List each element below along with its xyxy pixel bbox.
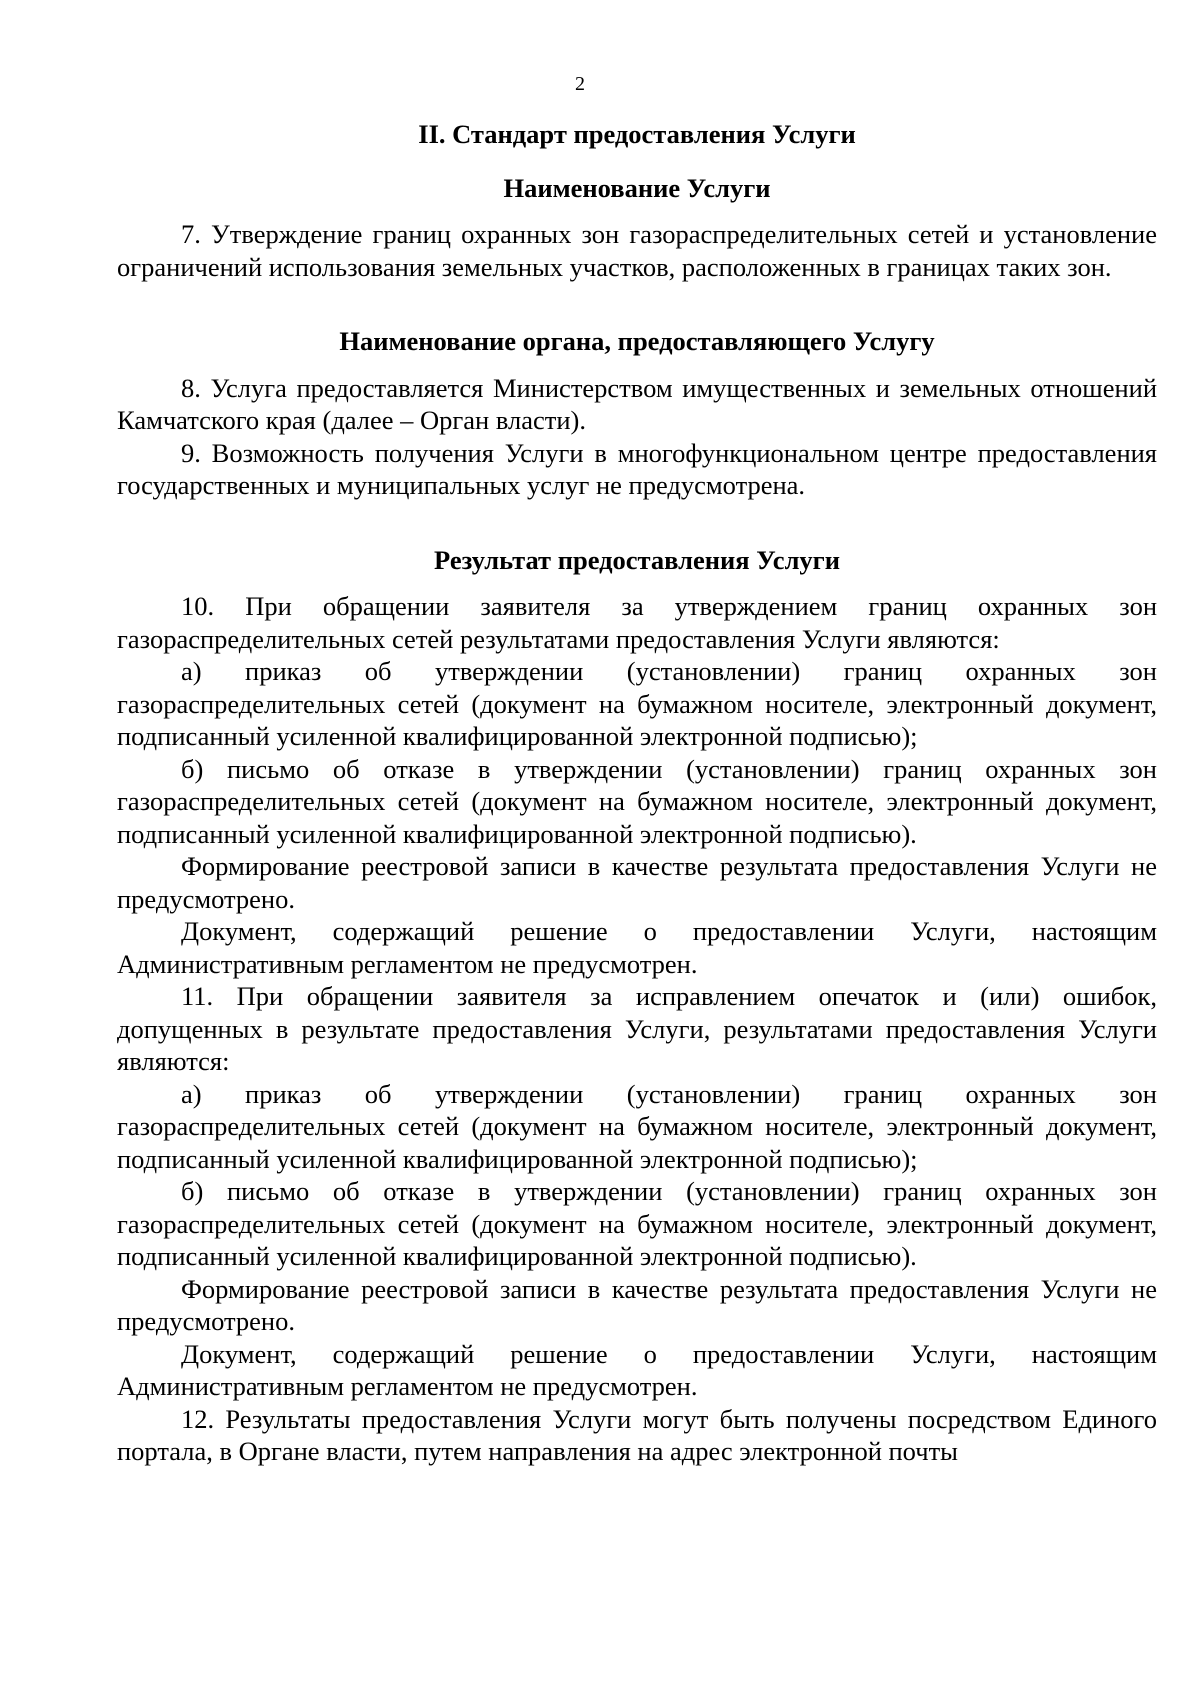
paragraph-11-a: а) приказ об утверждении (установлении) границ охранных зон газораспределительных сетей (документ на бумажном носителе, электронный документ, подписанный усиленной квалифицированной электронной подписью);	[117, 1078, 1157, 1174]
paragraph-8: 8. Услуга предоставляется Министерством имущественных и земельных отношений Камчатского края (далее – Орган власти).	[117, 372, 1157, 435]
paragraph-10-a: а) приказ об утверждении (установлении) границ охранных зон газораспределительных сетей (документ на бумажном носителе, электронный документ, подписанный усиленной квалифицированной электронной подписью);	[117, 656, 1157, 751]
paragraph-10-registry-note: Формирование реестровой записи в качестве результата предоставления Услуги не предусмотрено.	[117, 851, 1157, 914]
paragraph-11: 11. При обращении заявителя за исправлением опечаток и (или) ошибок, допущенных в результате предоставления Услуги, результатами предоставления Услуги являются:	[117, 981, 1157, 1076]
paragraph-10-decision-note: Документ, содержащий решение о предоставлении Услуги, настоящим Административным регламентом не предусмотрен.	[117, 916, 1157, 979]
paragraph-11-decision-note: Документ, содержащий решение о предоставлении Услуги, настоящим Административным регламентом не предусмотрен.	[117, 1338, 1157, 1401]
paragraph-9: 9. Возможность получения Услуги в многофункциональном центре предоставления государственных и муниципальных услуг не предусмотрена.	[117, 437, 1157, 500]
paragraph-10: 10. При обращении заявителя за утверждением границ охранных зон газораспределительных сетей результатами предоставления Услуги являются:	[117, 591, 1157, 654]
heading-result: Результат предоставления Услуги	[434, 544, 840, 575]
paragraph-10-b: б) письмо об отказе в утверждении (установлении) границ охранных зон газораспределительных сетей (документ на бумажном носителе, электронный документ, подписанный усиленной квалифицированной электронной подписью).	[117, 753, 1157, 849]
paragraph-12: 12. Результаты предоставления Услуги могут быть получены посредством Единого портала, в Органе власти, путем направления на адрес электронной почты	[117, 1403, 1157, 1466]
paragraph-11-registry-note: Формирование реестровой записи в качестве результата предоставления Услуги не предусмотрено.	[117, 1273, 1157, 1336]
paragraph-7: 7. Утверждение границ охранных зон газораспределительных сетей и установление ограничений использования земельных участков, расположенных в границах таких зон.	[117, 219, 1157, 282]
document-body	[117, 118, 1157, 1468]
page-number: 2	[575, 73, 585, 95]
heading-authority-name: Наименование органа, предоставляющего Услугу	[339, 326, 935, 356]
paragraph-11-b: б) письмо об отказе в утверждении (установлении) границ охранных зон газораспределительных сетей (документ на бумажном носителе, электронный документ, подписанный усиленной квалифицированной электронной подписью).	[117, 1176, 1157, 1271]
heading-service-name: Наименование Услуги	[503, 172, 771, 203]
section-title: II. Стандарт предоставления Услуги	[418, 119, 856, 149]
